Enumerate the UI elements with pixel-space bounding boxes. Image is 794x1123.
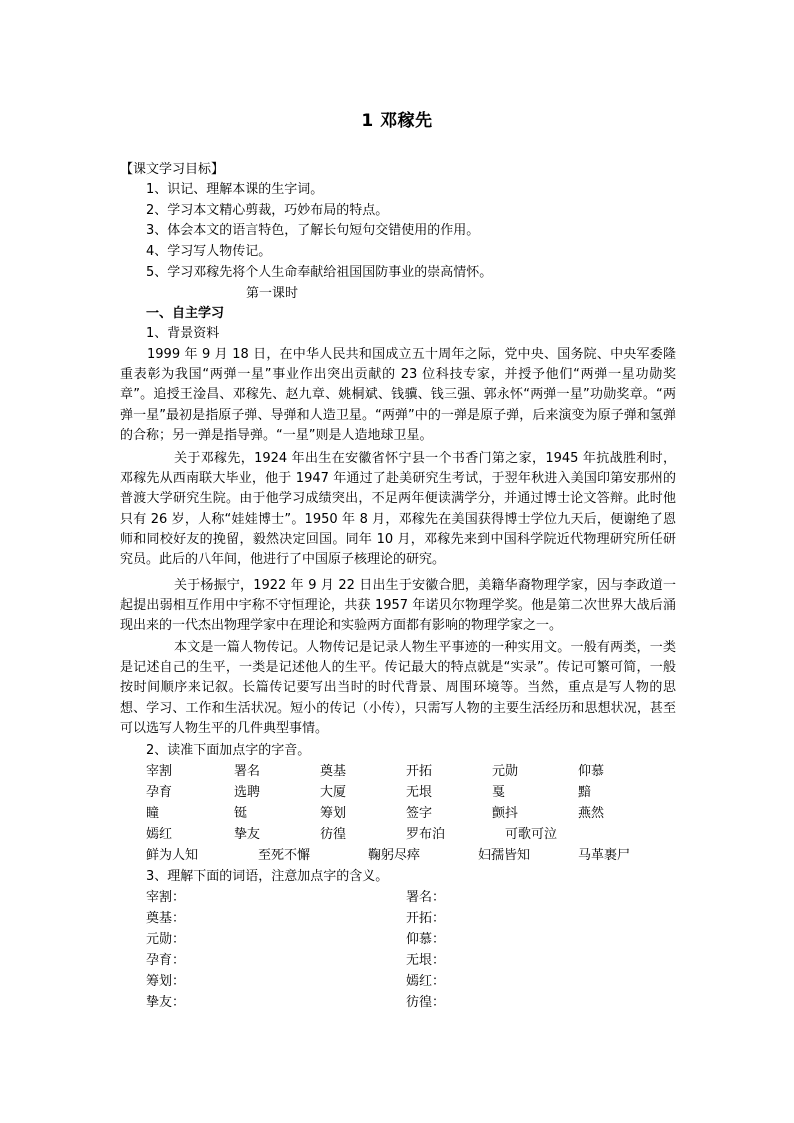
pinyin-row	[146, 783, 706, 803]
pinyin-row	[146, 825, 706, 845]
pinyin-word: 孕育	[146, 785, 173, 800]
definition-row	[146, 888, 546, 908]
goals-heading: 【课文学习目标】	[120, 162, 225, 177]
definition-term: 宰割：	[146, 890, 186, 905]
definition-term: 署名：	[406, 890, 446, 905]
pinyin-word: 罗布泊	[406, 827, 446, 842]
pinyin-word: 颤抖	[492, 806, 519, 821]
pinyin-word: 署名	[234, 764, 261, 779]
pinyin-word: 燕然	[578, 806, 605, 821]
pinyin-word: 黯	[578, 785, 592, 800]
goal-item: 4、学习写人物传记。	[146, 244, 272, 259]
pinyin-word: 选聘	[234, 785, 261, 800]
definition-row	[146, 972, 546, 992]
definition-term: 开拓：	[406, 911, 446, 926]
pinyin-word: 戛	[492, 785, 506, 800]
background-paragraph-3: 关于杨振宁，1922 年 9 月 22 日出生于安徽合肥，美籍华裔物理学家，因与李政道一起提出弱相互作用中宇称不守恒理论，共获 1957 年诺贝尔物理学奖。他是第二次世界大战后涌现出来的一代杰出物理学家中在理论和实验两方面都有影响的物理学家之一。	[120, 578, 676, 634]
section-heading: 一、自主学习	[146, 306, 225, 321]
pinyin-word: 嫣红	[146, 827, 173, 842]
goal-item: 3、体会本文的语言特色，了解长句短句交错使用的作用。	[146, 223, 480, 238]
definition-term: 孕育：	[146, 953, 186, 968]
pinyin-word: 挚友	[234, 827, 261, 842]
background-paragraph-4: 本文是一篇人物传记。人物传记是记录人物生平事迹的一种实用文。一般有两类，一类是记述自己的生平，一类是记述他人的生平。传记最大的特点就是“实录”。传记可繁可简，一般按时间顺序来记叙。长篇传记要写出当时的时代背景、周围环境等。当然，重点是写人物的思想、学习、工作和生活状况。短小的传记（小传），只需写人物的主要生活经历和思想状况，甚至可以选写人物生平的几件典型事情。	[120, 640, 676, 736]
goal-item: 2、学习本文精心剪裁，巧妙布局的特点。	[146, 203, 389, 218]
definition-term: 筹划：	[146, 974, 186, 989]
pinyin-word: 签字	[406, 806, 433, 821]
background-paragraph-1: 1999 年 9 月 18 日，在中华人民共和国成立五十周年之际，党中央、国务院、中央军委隆重表彰为我国“两弹一星”事业作出突出贡献的 23 位科技专家，并授予他们“两弹一星功勋奖章”。追授王淦昌、邓稼先、赵九章、姚桐斌、钱骥、钱三强、郭永怀“两弹一星”功勋奖章。“两弹一星”最初是指原子弹、导弹和人造卫星。“两弹”中的一弹是原子弹，后来演变为原子弹和氢弹的合称；另一弹是指导弹。“一星”则是人造地球卫星。	[120, 347, 676, 443]
page-title: 1 邓稼先	[361, 111, 433, 131]
goal-item: 5、学习邓稼先将个人生命奉献给祖国国防事业的崇高情怀。	[146, 265, 493, 280]
pinyin-word: 无垠	[406, 785, 433, 800]
pinyin-word: 马革裹尸	[578, 848, 631, 863]
subsection-heading: 1、背景资料	[146, 326, 220, 341]
pinyin-word: 瞳	[146, 806, 160, 821]
background-paragraph-2: 关于邓稼先，1924 年出生在安徽省怀宁县一个书香门第之家，1945 年抗战胜利时，邓稼先从西南联大毕业，他于 1947 年通过了赴美研究生考试，于翌年秋进入美国印第安那州的普渡大学研究生院。由于他学习成绩突出，不足两年便读满学分，并通过博士论文答辩。此时他只有 26 岁，人称“娃娃博士”。1950 年 8 月，邓稼先在美国获得博士学位九天后，便谢绝了恩师和同校好友的挽留，毅然决定回国。同年 10 月，邓稼先来到中国科学院近代物理研究所任研究员。此后的八年间，他进行了中国原子核理论的研究。	[120, 451, 676, 568]
pinyin-word: 鲜为人知	[146, 848, 199, 863]
pinyin-word: 至死不懈	[258, 848, 311, 863]
definition-term: 元勋：	[146, 932, 186, 947]
pinyin-word: 仰慕	[578, 764, 605, 779]
definition-term: 挚友：	[146, 995, 186, 1010]
definition-term: 仰慕：	[406, 932, 446, 947]
definition-term: 奠基：	[146, 911, 186, 926]
pinyin-row	[146, 846, 706, 866]
definition-term: 嫣红：	[406, 974, 446, 989]
lesson-label: 第一课时	[246, 286, 299, 301]
definition-term: 彷徨：	[406, 995, 446, 1010]
subsection-heading: 3、理解下面的词语，注意加点字的含义。	[146, 869, 389, 884]
pinyin-row	[146, 804, 706, 824]
pinyin-word: 开拓	[406, 764, 433, 779]
pinyin-word: 元勋	[492, 764, 519, 779]
definition-row	[146, 909, 546, 929]
definition-term: 无垠：	[406, 953, 446, 968]
pinyin-word: 铤	[234, 806, 248, 821]
pinyin-word: 鞠躬尽瘁	[368, 848, 421, 863]
goal-item: 1、识记、理解本课的生字词。	[146, 182, 324, 197]
pinyin-word: 可歌可泣	[505, 827, 558, 842]
definition-row	[146, 993, 546, 1013]
pinyin-word: 奠基	[320, 764, 347, 779]
pinyin-word: 大厦	[320, 785, 347, 800]
pinyin-word: 彷徨	[320, 827, 347, 842]
pinyin-row	[146, 762, 706, 782]
definition-row	[146, 930, 546, 950]
subsection-heading: 2、读准下面加点字的字音。	[146, 743, 311, 758]
pinyin-word: 宰割	[146, 764, 173, 779]
pinyin-word: 妇孺皆知	[478, 848, 531, 863]
pinyin-word: 筹划	[320, 806, 347, 821]
definition-row	[146, 951, 546, 971]
